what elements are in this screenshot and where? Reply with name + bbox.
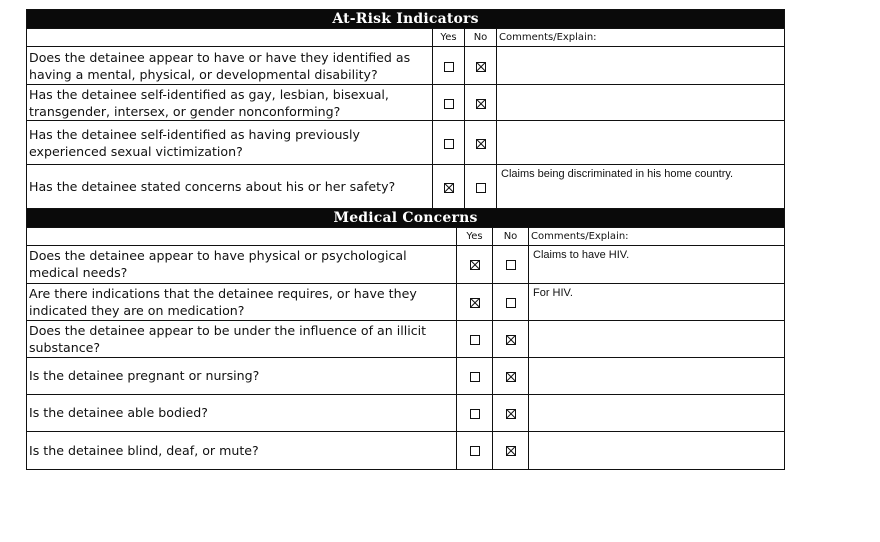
yes-checkbox-cell — [457, 283, 493, 320]
no-checkbox-cell — [493, 357, 529, 394]
yes-checkbox-cell — [433, 165, 465, 209]
comment-field[interactable] — [497, 121, 785, 165]
medical-header: Medical Concerns — [27, 208, 785, 227]
screening-form — [26, 9, 784, 470]
question-column-header — [27, 227, 457, 245]
yes-checkbox[interactable] — [444, 183, 454, 193]
question-row — [27, 320, 785, 357]
question-text: Does the detainee appear to have or have they identified as having a mental, physical, or developmental disability? — [27, 47, 433, 85]
yes-checkbox-cell — [433, 121, 465, 165]
question-text: Has the detainee self-identified as gay, lesbian, bisexual, transgender, intersex, or gender nonconforming? — [27, 85, 433, 121]
question-row — [27, 357, 785, 394]
comment-field[interactable] — [497, 85, 785, 121]
yes-checkbox-cell — [457, 357, 493, 394]
question-text: Does the detainee appear to have physical or psychological medical needs? — [27, 245, 457, 283]
yes-checkbox[interactable] — [470, 409, 480, 419]
yes-checkbox-cell — [433, 85, 465, 121]
comment-field[interactable] — [529, 431, 785, 469]
question-text: Is the detainee able bodied? — [27, 394, 457, 431]
no-checkbox[interactable] — [506, 298, 516, 308]
question-text: Is the detainee pregnant or nursing? — [27, 357, 457, 394]
no-checkbox[interactable] — [476, 62, 486, 72]
no-checkbox-cell — [465, 165, 497, 209]
yes-column-header: Yes — [433, 29, 465, 47]
yes-checkbox[interactable] — [444, 99, 454, 109]
no-checkbox[interactable] — [506, 335, 516, 345]
question-row — [27, 85, 785, 121]
no-checkbox-cell — [465, 121, 497, 165]
yes-checkbox-cell — [433, 47, 465, 85]
yes-checkbox[interactable] — [470, 446, 480, 456]
yes-checkbox[interactable] — [470, 260, 480, 270]
no-checkbox[interactable] — [476, 99, 486, 109]
no-checkbox-cell — [493, 245, 529, 283]
no-checkbox-cell — [465, 47, 497, 85]
comment-field[interactable]: Claims to have HIV. — [529, 245, 785, 283]
question-column-header — [27, 29, 433, 47]
question-text: Has the detainee self-identified as having previously experienced sexual victimization? — [27, 121, 433, 165]
no-checkbox-cell — [493, 394, 529, 431]
yes-checkbox[interactable] — [470, 298, 480, 308]
no-checkbox-cell — [465, 85, 497, 121]
comment-field[interactable]: For HIV. — [529, 283, 785, 320]
no-checkbox[interactable] — [476, 183, 486, 193]
question-row — [27, 283, 785, 320]
no-checkbox[interactable] — [476, 139, 486, 149]
no-checkbox-cell — [493, 431, 529, 469]
yes-checkbox[interactable] — [470, 335, 480, 345]
at-risk-header: At-Risk Indicators — [27, 10, 785, 29]
no-checkbox[interactable] — [506, 446, 516, 456]
yes-checkbox[interactable] — [470, 372, 480, 382]
yes-column-header: Yes — [457, 227, 493, 245]
comment-field[interactable] — [497, 47, 785, 85]
comment-field[interactable]: Claims being discriminated in his home country. — [497, 165, 785, 209]
question-row — [27, 121, 785, 165]
comment-field[interactable] — [529, 320, 785, 357]
question-text: Has the detainee stated concerns about his or her safety? — [27, 165, 433, 209]
yes-checkbox-cell — [457, 245, 493, 283]
question-row — [27, 394, 785, 431]
comment-field[interactable] — [529, 394, 785, 431]
yes-checkbox[interactable] — [444, 139, 454, 149]
yes-checkbox-cell — [457, 431, 493, 469]
question-text: Is the detainee blind, deaf, or mute? — [27, 431, 457, 469]
question-row — [27, 245, 785, 283]
no-checkbox-cell — [493, 283, 529, 320]
no-checkbox[interactable] — [506, 409, 516, 419]
medical-table — [26, 208, 785, 470]
comment-field[interactable] — [529, 357, 785, 394]
no-column-header: No — [493, 227, 529, 245]
at-risk-table — [26, 9, 785, 209]
yes-checkbox-cell — [457, 320, 493, 357]
comments-column-header: Comments/Explain: — [529, 227, 785, 245]
question-text: Are there indications that the detainee requires, or have they indicated they are on medication? — [27, 283, 457, 320]
question-row — [27, 431, 785, 469]
no-checkbox-cell — [493, 320, 529, 357]
no-checkbox[interactable] — [506, 372, 516, 382]
yes-checkbox-cell — [457, 394, 493, 431]
question-row — [27, 165, 785, 209]
question-row — [27, 47, 785, 85]
no-column-header: No — [465, 29, 497, 47]
comments-column-header: Comments/Explain: — [497, 29, 785, 47]
no-checkbox[interactable] — [506, 260, 516, 270]
yes-checkbox[interactable] — [444, 62, 454, 72]
question-text: Does the detainee appear to be under the influence of an illicit substance? — [27, 320, 457, 357]
